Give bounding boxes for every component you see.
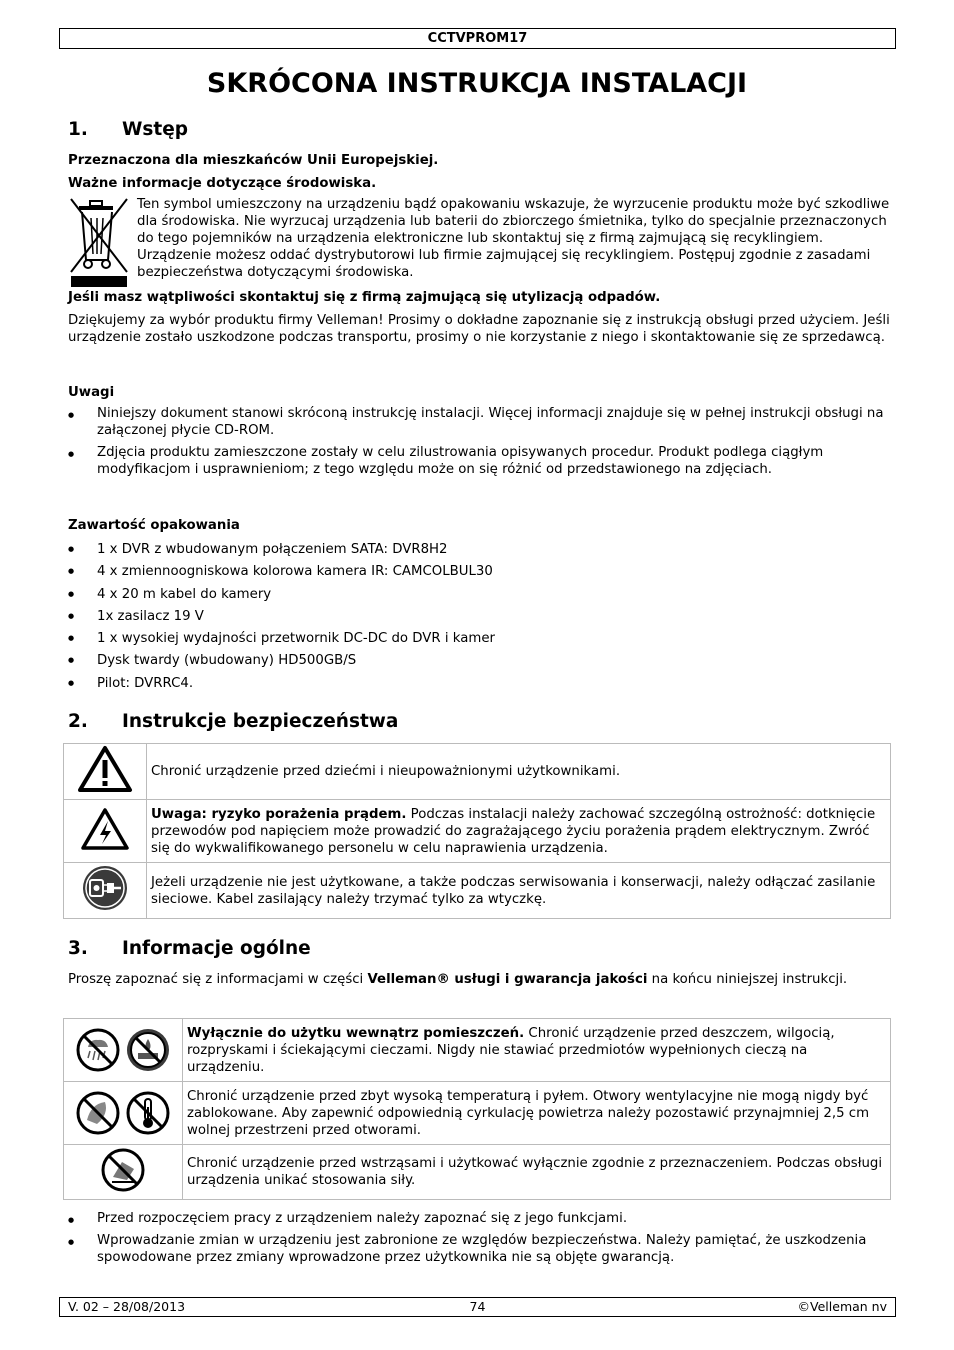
intro-bold: Velleman® usługi i gwarancja jakości [367, 972, 648, 987]
list-item: ● 4 x zmiennoogniskowa kolorowa kamera IR: CAMCOLBUL30 [68, 561, 894, 583]
contents-heading: Zawartość opakowania [68, 518, 240, 533]
list-item: ● 1 x DVR z wbudowanym połączeniem SATA: DVR8H2 [68, 539, 894, 561]
footer-page-number: 74 [469, 1299, 486, 1314]
shock-warning-text: Podczas instalacji należy zachować szczególną ostrożność: dotknięcie przewodów pod napięciem może prowadzić do zagrażającego życiu porażenia prądem elektrycznym. Zwróć się do wykwalifikowanego personelu w celu naprawienia urządzenia. [151, 806, 876, 856]
list-item: ● 1x zasilacz 19 V [68, 606, 894, 628]
list-item: ● 1 x wysokiej wydajności przetwornik DC-DC do DVR i kamer [68, 628, 894, 650]
footer [59, 1297, 896, 1317]
warning-triangle-icon [76, 744, 134, 794]
weee-bin-icon [68, 196, 130, 288]
no-heat-icon [125, 1090, 171, 1136]
shock-warning-bold: Uwaga: ryzyko porażenia prądem. [151, 806, 407, 822]
no-dust-icon [75, 1090, 121, 1136]
env-text: Ten symbol umieszczony na urządzeniu bądź opakowaniu wskazuje, że wyrzucenie produktu może być szkodliwe dla środowiska. Nie wyrzucaj urządzenia lub baterii do zbiorczego śmietnika, tylko do specjalnie przeznaczonych do tego pojemników na urządzenia elektroniczne lub skontaktuj się z firmą zajmującą się recyklingiem. Urządzenie możesz oddać dystrybutorowi lub firmie zajmującej się recyklingiem. Postępuj zgodnie z zasadami bezpieczeństwa dotyczącymi środowiska. [137, 197, 890, 280]
list-item: ● Przed rozpoczęciem pracy z urządzeniem należy zapoznać się z jego funkcjami. [68, 1210, 894, 1227]
shock-usage-text: Chronić urządzenie przed wstrząsami i użytkować wyłącznie zgodnie z przeznaczeniem. Podczas obsługi urządzenia unikać stosowania siły. [183, 1145, 891, 1200]
env-heading: Ważne informacje dotyczące środowiska. [68, 176, 377, 191]
header-doc-code: CCTVPROM17 [59, 28, 896, 49]
no-liquids-icon [125, 1027, 171, 1073]
no-rain-icon [75, 1027, 121, 1073]
heat-dust-text: Chronić urządzenie przed zbyt wysoką temperaturą i pyłem. Otwory wentylacyjne nie mogą nigdy być zablokowane. Aby zapewnić odpowiednią cyrkulację powietrza należy pozostawić przynajmniej 2,5 cm wolnej przestrzeni przed otworami. [183, 1082, 891, 1145]
no-shock-icon [100, 1147, 146, 1193]
eu-notice: Przeznaczona dla mieszkańców Unii Europejskiej. [68, 153, 439, 168]
section-title: Informacje ogólne [122, 938, 311, 959]
indoor-use-text [183, 1019, 891, 1082]
indoor-use-desc: Chronić urządzenie przed deszczem, wilgocią, rozpryskami i ściekającymi cieczami. Nigdy nie stawiać przedmiotów wypełnionych cieczą na urządzeniu. [187, 1025, 835, 1075]
general-table [63, 1018, 891, 1200]
list-item: ● Pilot: DVRRC4. [68, 673, 894, 695]
general-intro [68, 971, 894, 988]
notes-heading: Uwagi [68, 385, 115, 400]
section-number: 1. [68, 119, 88, 140]
table-row [64, 1082, 891, 1145]
contents-list [68, 539, 894, 695]
section-title: Instrukcje bezpieczeństwa [122, 711, 399, 732]
list-item: ● Niniejszy dokument stanowi skróconą instrukcję instalacji. Więcej informacji znajduje się w pełnej instrukcji obsługi na załączonej płycie CD-ROM. [68, 405, 894, 439]
notes-list [68, 405, 894, 478]
table-row [64, 800, 891, 863]
table-row [64, 1145, 891, 1200]
indoor-use-bold: Wyłącznie do użytku wewnątrz pomieszczeń. [187, 1025, 525, 1041]
thanks-text: Dziękujemy za wybór produktu firmy Velleman! Prosimy o dokładne zapoznanie się z instrukcją obsługi przed użyciem. Jeśli urządzenie zostało uszkodzone podczas transportu, prosimy o nie korzystanie z niego i skontaktowanie się ze sprzedawcą. [68, 313, 890, 345]
safety-unplug-text: Jeżeli urządzenie nie jest użytkowane, a także podczas serwisowania i konserwacji, należy odłączać zasilanie sieciowe. Kabel zasilający należy trzymać tylko za wtyczkę. [147, 863, 891, 919]
safety-table [63, 743, 891, 919]
general-list [68, 1210, 894, 1266]
list-item: ● 4 x 20 m kabel do kamery [68, 584, 894, 606]
list-item: ● Dysk twardy (wbudowany) HD500GB/S [68, 650, 894, 672]
table-row [64, 863, 891, 919]
safety-children-text: Chronić urządzenie przed dziećmi i nieupoważnionymi użytkownikami. [147, 744, 891, 800]
footer-version: V. 02 – 28/08/2013 [68, 1299, 186, 1314]
section-title: Wstęp [122, 119, 189, 140]
disposal-contact: Jeśli masz wątpliwości skontaktuj się z firmą zajmującą się utylizacją odpadów. [68, 290, 661, 305]
unplug-icon [81, 864, 129, 912]
list-item: ● Wprowadzanie zmian w urządzeniu jest zabronione ze względów bezpieczeństwa. Należy pamiętać, że uszkodzenia spowodowane przez zmiany wprowadzone przez użytkownika nie są objęte gwarancją. [68, 1232, 894, 1266]
list-item: ● Zdjęcia produktu zamieszczone zostały w celu zilustrowania opisywanych procedur. Produkt podlega ciągłym modyfikacjom i usprawnieniom; z tego względu może on się różnić od przedstawionego na zdjęciach. [68, 444, 894, 478]
intro-text-end: na końcu niniejszej instrukcji. [647, 972, 848, 987]
intro-text: Proszę zapoznać się z informacjami w części [68, 972, 368, 987]
section-number: 3. [68, 938, 88, 959]
table-row [64, 1019, 891, 1082]
table-row [64, 744, 891, 800]
section-number: 2. [68, 711, 88, 732]
electric-shock-icon [79, 806, 131, 852]
page-title: SKRÓCONA INSTRUKCJA INSTALACJI [206, 68, 748, 99]
safety-shock-text [147, 800, 891, 863]
footer-copyright: ©Velleman nv [797, 1299, 887, 1314]
